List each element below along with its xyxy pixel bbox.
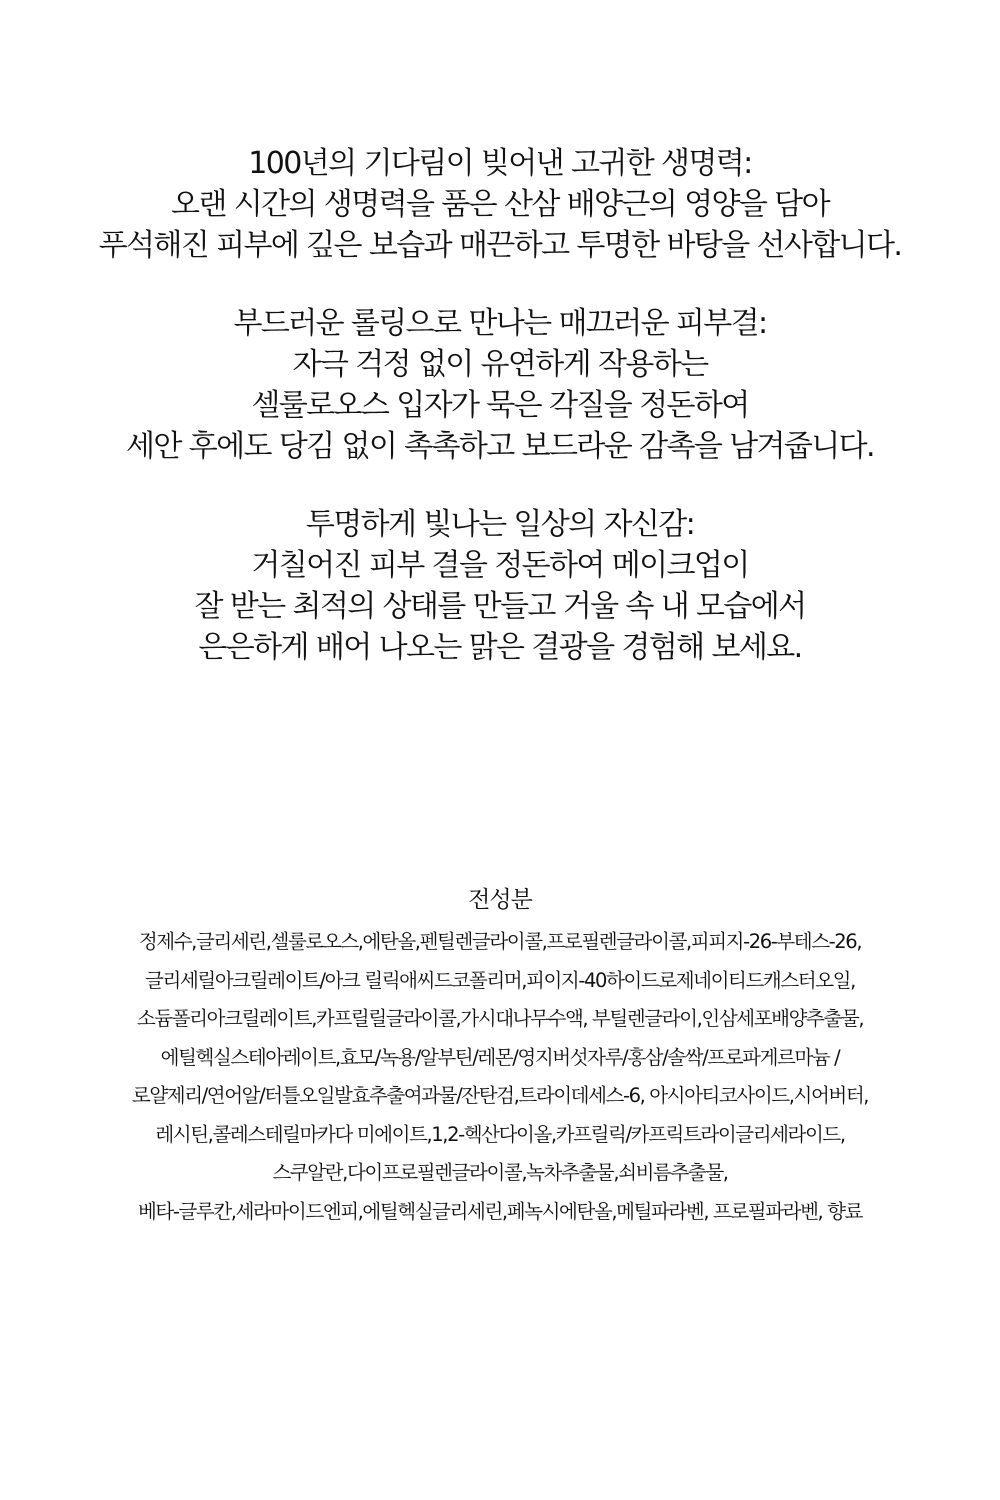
description-line: 자극 걱정 없이 유연하게 작용하는 xyxy=(292,347,708,382)
description-block-confidence xyxy=(0,504,1000,668)
ingredients-title: 전성분 xyxy=(468,887,532,913)
ingredients-line: 로얄제리/연어알/터틀오일발효추출여과물/잔탄검,트라이데세스-6, 아시아티코사이드,시어버터, xyxy=(131,1084,869,1107)
description-line: 세안 후에도 당김 없이 촉촉하고 보드라운 감촉을 남겨줍니다. xyxy=(126,429,874,464)
description-line: 셀룰로오스 입자가 묵은 각질을 정돈하여 xyxy=(251,388,749,423)
ingredients-line: 에틸헥실스테아레이트,효모/녹용/알부틴/레몬/영지버섯자루/홍삼/솔싹/프로파게르마늄 / xyxy=(160,1045,840,1069)
description-line: 잘 받는 최적의 상태를 만들고 거울 속 내 모습에서 xyxy=(194,589,806,624)
description-block-longevity xyxy=(0,143,1000,266)
description-line: 은은하게 배어 나오는 맑은 결광을 경험해 보세요. xyxy=(198,630,802,665)
description-line: 오랜 시간의 생명력을 품은 산삼 배양근의 영양을 담아 xyxy=(171,187,829,222)
description-heading: 100년의 기다림이 빚어낸 고귀한 생명력: xyxy=(248,146,752,181)
ingredients-line: 스쿠알란,다이프로필렌글라이콜,녹차추출물,쇠비름추출물, xyxy=(272,1161,728,1184)
ingredients-line: 소듐폴리아크릴레이트,카프릴릴글라이콜,가시대나무수액, 부틸렌글라이,인삼세포배양추출물, xyxy=(136,1007,864,1030)
product-description xyxy=(0,143,1000,705)
ingredients-line: 베타-글루칸,세라마이드엔피,에틸헥실글리세린,페녹시에탄올,메틸파라벤, 프로필파라벤, 향료 xyxy=(137,1199,863,1223)
description-block-rolling xyxy=(0,303,1000,467)
description-heading: 투명하게 빛나는 일상의 자신감: xyxy=(305,507,695,542)
ingredients-section xyxy=(0,880,1000,1231)
description-line: 푸석해진 피부에 깊은 보습과 매끈하고 투명한 바탕을 선사합니다. xyxy=(98,228,902,263)
ingredients-line: 글리세릴아크릴레이트/아크 릴릭애씨드코폴리머,피이지-40하이드로제네이티드캐스터오일, xyxy=(145,968,855,992)
description-heading: 부드러운 롤링으로 만나는 매끄러운 피부결: xyxy=(233,306,767,341)
ingredients-line: 정제수,글리세린,셀룰로오스,에탄올,펜틸렌글라이콜,프로필렌글라이콜,피피지-26-부테스-26, xyxy=(138,930,862,953)
ingredients-line: 레시틴,콜레스테릴마카다 미에이트,1,2-헥산다이올,카프릴릭/카프릭트라이글리세라이드, xyxy=(155,1122,845,1146)
description-line: 거칠어진 피부 결을 정돈하여 메이크업이 xyxy=(251,548,749,583)
